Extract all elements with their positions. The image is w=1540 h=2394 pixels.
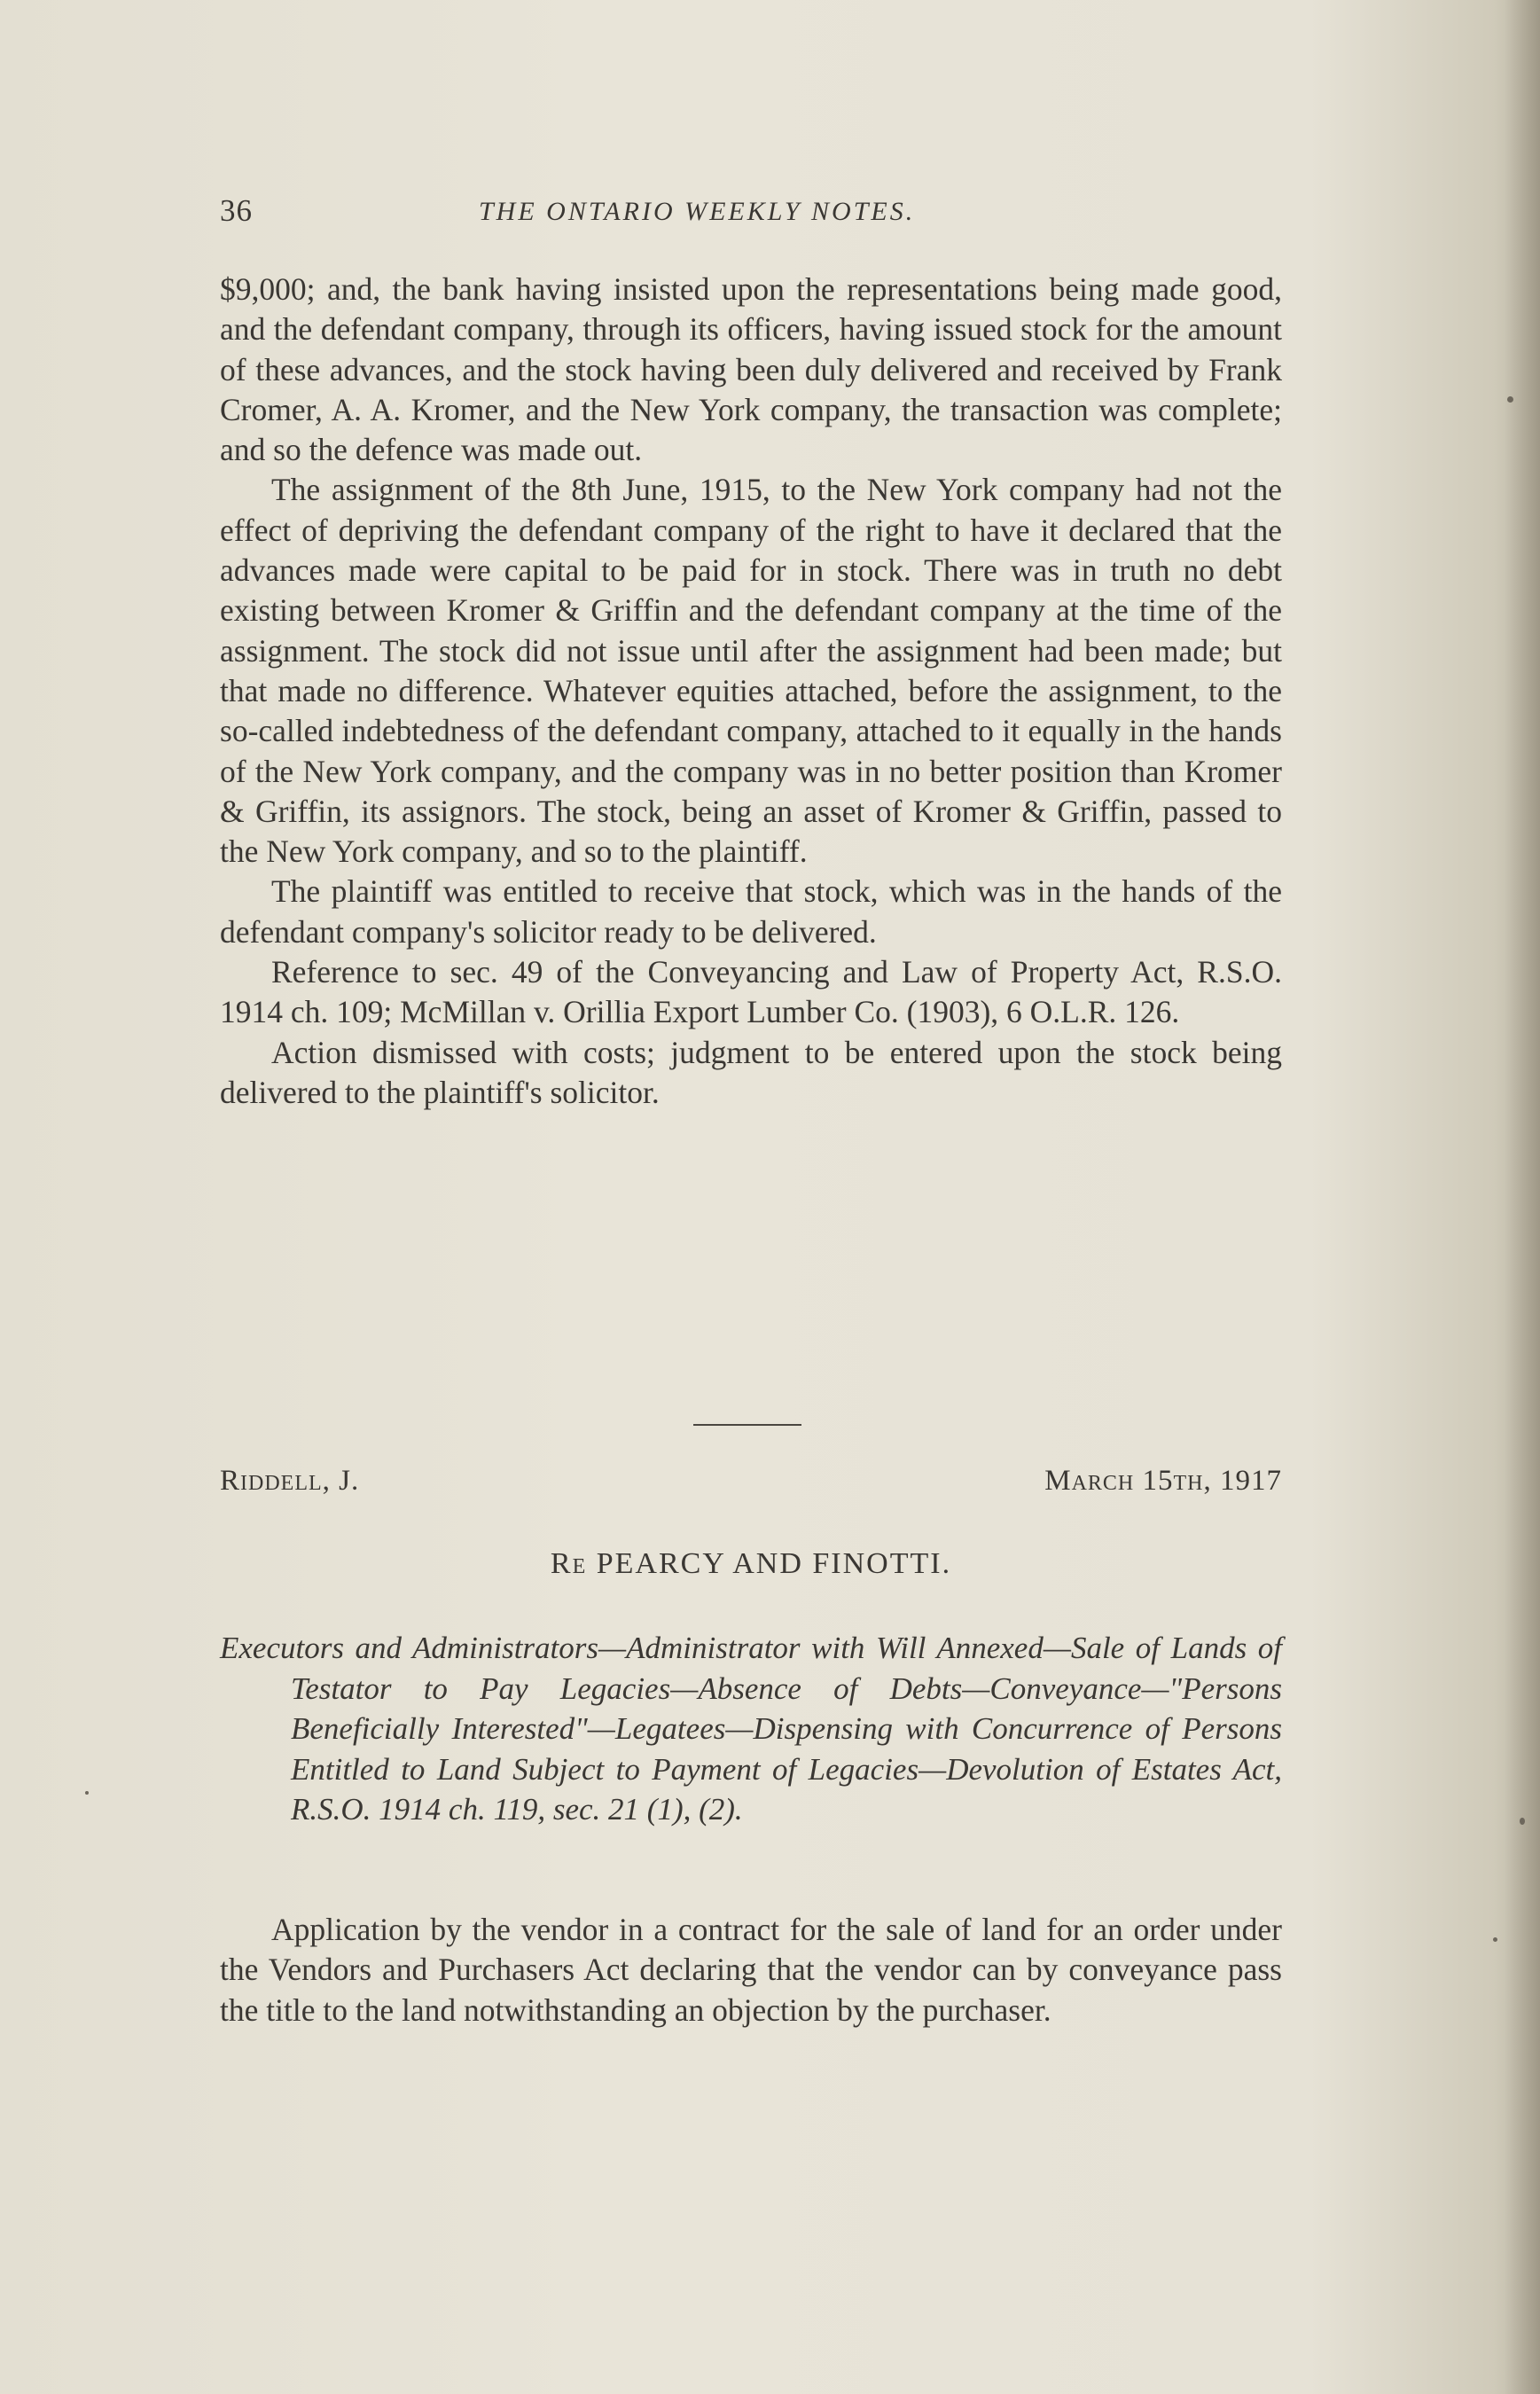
paragraph: Application by the vendor in a contract for the sale of land for an order under the Vendors and Purchasers Act declaring that the vendor can by conveyance pass the title to the land notwithstanding an objection by the purchaser. (220, 1912, 1282, 2028)
paper-speck (85, 1791, 89, 1795)
headnote-catchwords: Executors and Administrators—Administrator with Will Annexed—Sale of Lands of Testator to Pay Legacies—Absence of Debts—Conveyance—"Persons Beneficially Interested"—Legatees—Dispensing with Concurrence of Persons Entitled to Land Subject to Payment of Legacies—Devolution of Estates Act, R.S.O. 1914 ch. 119, sec. 21 (1), (2). (220, 1631, 1282, 1827)
opinion-text-bottom (220, 1910, 1282, 2030)
paragraph: $9,000; and, the bank having insisted upon the representations being made good, and the defendant company, through its officers, having issued stock for the amount of these advances, and the stock having been duly delivered and received by Frank Cromer, A. A. Kromer, and the New York company, the transaction was complete; and so the defence was made out. (220, 271, 1282, 468)
page-number: 36 (220, 193, 253, 228)
paragraph: Action dismissed with costs; judgment to be entered upon the stock being delivered to the plaintiff's solicitor. (220, 1034, 1282, 1110)
judge-name: RIDDELL, J. (220, 1465, 360, 1497)
running-header (220, 193, 1282, 238)
paper-speck (1493, 1937, 1497, 1942)
paragraph: The plaintiff was entitled to receive that stock, which was in the hands of the defendant company's solicitor ready to be delivered. (220, 873, 1282, 950)
section-divider (693, 1424, 801, 1426)
paper-speck (1520, 1818, 1525, 1825)
case-title: RE PEARCY AND FINOTTI. (550, 1547, 952, 1580)
running-title: THE ONTARIO WEEKLY NOTES. (479, 197, 916, 226)
paragraph: Reference to sec. 49 of the Conveyancing and Law of Property Act, R.S.O. 1914 ch. 109; McMillan v. Orillia Export Lumber Co. (1903), 6 O.L.R. 126. (220, 954, 1282, 1030)
page-edge-shadow (1505, 0, 1540, 2394)
paragraph: The assignment of the 8th June, 1915, to the New York company had not the effect of depriving the defendant company of the right to have it declared that the advances made were capital to be paid for in stock. There was in truth no debt existing between Kromer & Griffin and the defendant company at the time of the assignment. The stock did not issue until after the assignment had been made; but that made no difference. Whatever equities attached, before the assignment, to the so-called indebtedness of the defendant company, attached to it equally in the hands of the New York company, and the company was in no better position than Kromer & Griffin, its assignors. The stock, being an asset of Kromer & Griffin, passed to the New York company, and so to the plaintiff. (220, 472, 1282, 870)
opinion-text-top (220, 270, 1282, 1113)
paper-speck (1507, 396, 1513, 403)
judgment-date: MARCH 15TH, 1917 (1044, 1465, 1282, 1497)
